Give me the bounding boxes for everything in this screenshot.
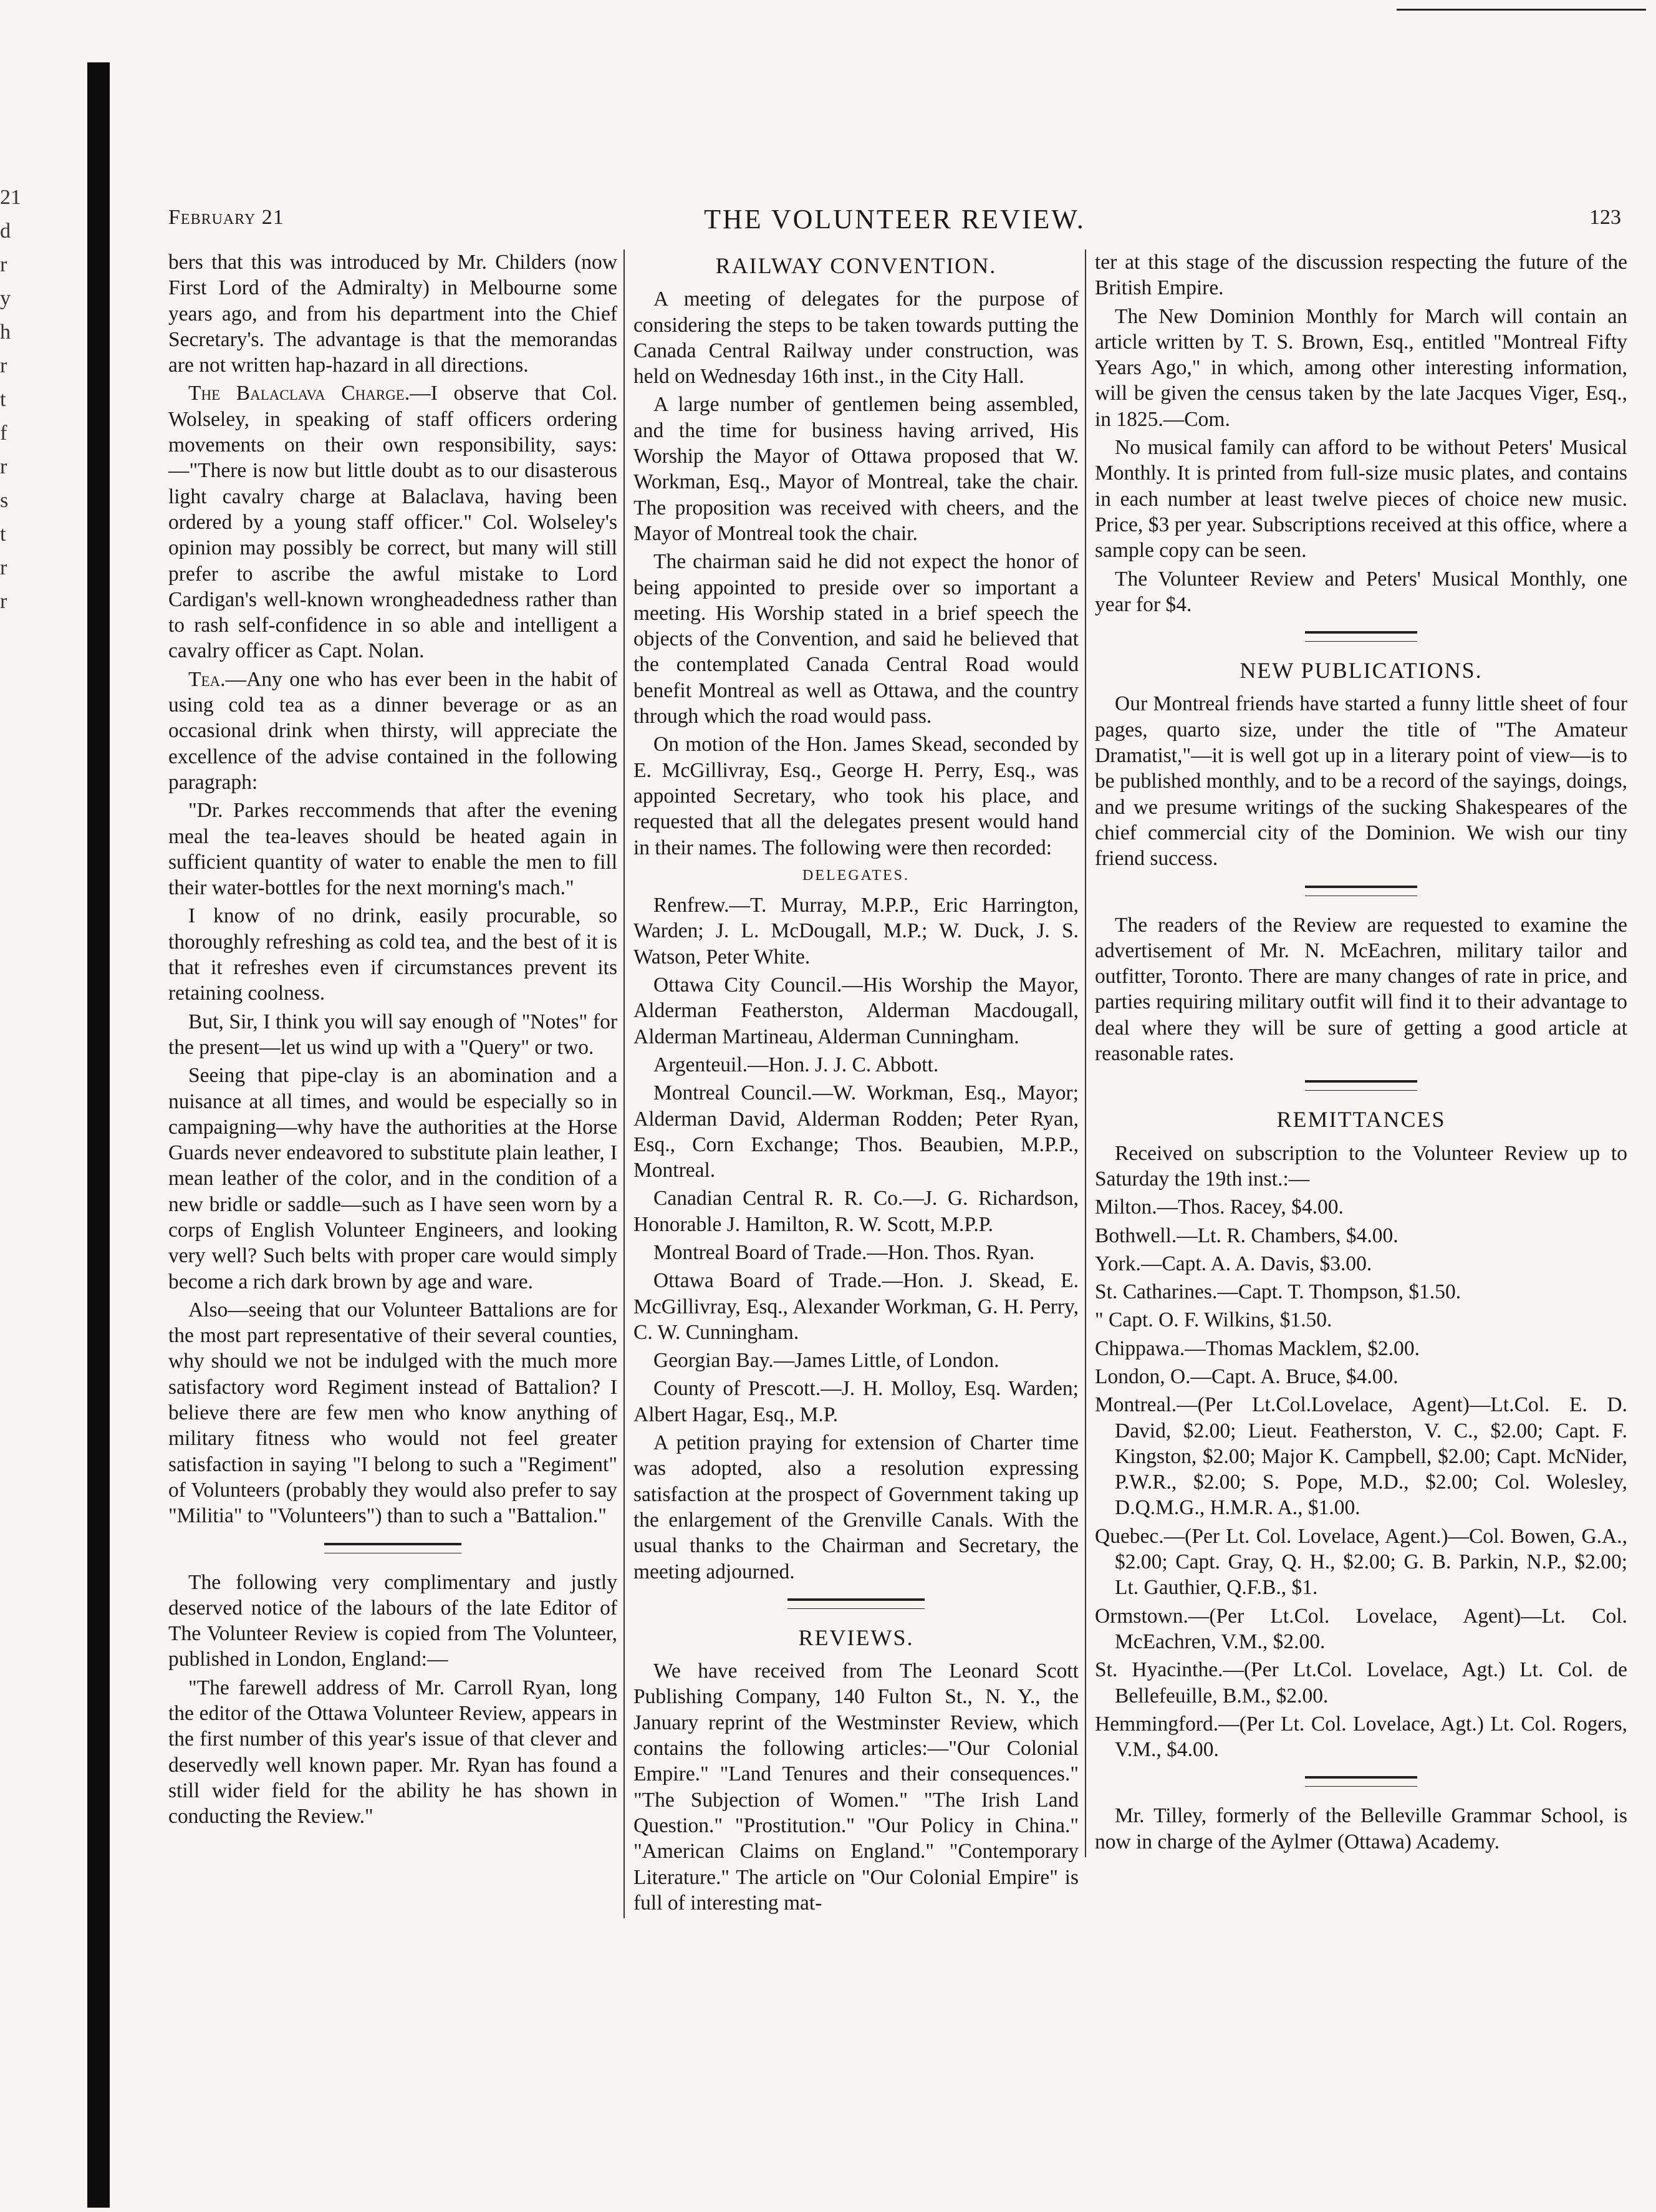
paragraph: Also—seeing that our Volunteer Battalions are for the most part representative of their several counties, why should we not be indulged with the much more satisfactory word Regiment instead of Battalion? I believe there are few men who know anything of military fitness who would not feel greater satisfaction in saying "I belong to such a "Regiment" of Volunteers (probably they would also prefer to say "Militia" to "Volunteers") than to such a "Battalion." — [168, 1298, 617, 1528]
margin-fragment: d — [0, 220, 11, 243]
delegate-entry: Georgian Bay.—James Little, of London. — [653, 1349, 999, 1373]
paragraph: ter at this stage of the discussion respecting the future of the British Empire. — [1095, 251, 1627, 300]
margin-fragment: t — [0, 388, 6, 411]
paragraph: The following very complimentary and justly deserved notice of the labours of the late Editor of The Volunteer Review is copied from The Volunteer, published in London, England:— — [168, 1570, 617, 1671]
delegate-entry: Argenteuil.—Hon. J. J. C. Abbott. — [653, 1053, 939, 1076]
delegate-entry: Ottawa City Council.—His Worship the Mayor, Alderman Featherston, Alderman Macdougall, Alderman Martineau, Alderman Cunningham. — [633, 973, 1079, 1048]
header-date: February 21 — [168, 206, 284, 229]
remittance-entry: St. Catharines.—Capt. T. Thompson, $1.50. — [1095, 1280, 1461, 1304]
margin-fragment: 21 — [0, 186, 21, 209]
binding-edge — [87, 62, 110, 2208]
margin-fragment: r — [0, 455, 7, 478]
delegate-entry: Canadian Central R. R. Co.—J. G. Richardson, Honorable J. Hamilton, R. W. Scott, M.P.P. — [633, 1187, 1079, 1236]
margin-fragment: s — [0, 489, 9, 512]
section-rule — [1305, 1776, 1417, 1787]
remittance-entry: Chippawa.—Thomas Macklem, $2.00. — [1095, 1336, 1420, 1360]
section-heading: REMITTANCES — [1276, 1107, 1446, 1133]
remittance-entry: Montreal.—(Per Lt.Col.Lovelace, Agent)—Lt.Col. E. D. David, $2.00; Lieut. Featherston, V. C., $2.00; Capt. F. Kingston, $2.00; Major K. Campbell, $2.00; Capt. McNider, P.W.R., $2.00; S. Pope, M.D., $2.00; Col. Wolesley, D.Q.M.G., H.M.R. A., $1.00. — [1095, 1393, 1627, 1520]
lead-in: The Balaclava Charge. — [188, 382, 410, 405]
paragraph: Our Montreal friends have started a funny little sheet of four pages, quarto size, under the title of "The Amateur Dramatist,"—it is well got up in a literary point of view—is to be published monthly, and to be a record of the sayings, doings, and we presume writings of the sucking Shakespeares of the chief commercial city of the Dominion. We wish our tiny friend success. — [1095, 692, 1627, 871]
quotation: "Dr. Parkes reccommends that after the evening meal the tea-leaves should be heated again in sufficient quantity of water to enable the men to fill their water-bottles for the next morning's mach." — [168, 799, 617, 900]
delegate-entry: Ottawa Board of Trade.—Hon. J. Skead, E. McGillivray, Esq., Alexander Workman, G. H. Perry, C. W. Cunningham. — [633, 1269, 1079, 1344]
paragraph: I know of no drink, easily procurable, so thoroughly refreshing as cold tea, and the best of it is that it refreshes even if circumstances prevent its retaining coolness. — [168, 904, 617, 1005]
paragraph-body: —I observe that Col. Wolseley, in speaking of staff officers ordering movements on their own responsibility, says:—"There is now but little doubt as to our disasterous light cavalry charge at Balaclava, having been ordered by a young staff officer." Col. Wolseley's opinion may possibly be correct, but many will still prefer to ascribe the awful mistake to Lord Cardigan's well-known wrongheadedness rather than to rash self-confidence in so able and intelligent a cavalry officer as Capt. Nolan. — [168, 382, 617, 663]
paragraph — [168, 667, 617, 795]
remittance-entry: York.—Capt. A. A. Davis, $3.00. — [1095, 1252, 1372, 1275]
paragraph-body: —Any one who has ever been in the habit of using cold tea as a dinner beverage or as an occasional drink when thirsty, will appreciate the excellence of the advise contained in the following paragraph: — [168, 667, 617, 794]
margin-fragments — [0, 181, 25, 619]
margin-fragment: r — [0, 354, 7, 377]
lead-in: Tea. — [188, 667, 226, 691]
remittance-entry: " Capt. O. F. Wilkins, $1.50. — [1095, 1308, 1332, 1332]
paragraph — [168, 380, 617, 664]
paragraph: bers that this was introduced by Mr. Childers (now First Lord of the Admiralty) in Melbourne some years ago, and from his department into the Chief Secretary's. The advantage is that the memorandas are not written hap-hazard in all directions. — [168, 251, 617, 377]
remittance-entry: Hemmingford.—(Per Lt. Col. Lovelace, Agt.) Lt. Col. Rogers, V.M., $4.00. — [1095, 1712, 1627, 1762]
section-rule — [1305, 631, 1417, 642]
remittance-entry: London, O.—Capt. A. Bruce, $4.00. — [1095, 1364, 1398, 1388]
margin-fragment: h — [0, 321, 11, 344]
paragraph: We have received from The Leonard Scott Publishing Company, 140 Fulton St., N. Y., the January reprint of the Westminster Review, which contains the following articles:—"Our Colonial Empire." "Land Tenures and their consequences." "The Subjection of Women." "The Irish Land Question." "Prostitution." "Our Policy in China." "American Claims on England." "Contemporary Literature." The article on "Our Colonial Empire" is full of interesting mat- — [633, 1659, 1079, 1915]
paragraph: A meeting of delegates for the purpose of considering the steps to be taken towards putting the Canada Central Railway under construction, was held on Wednesday 16th inst., in the City Hall. — [633, 287, 1079, 389]
section-heading: RAILWAY CONVENTION. — [715, 253, 997, 278]
paragraph: A large number of gentlemen being assembled, and the time for business having arrived, His Worship the Mayor of Ottawa proposed that W. Workman, Esq., Mayor of Montreal, take the chair. The proposition was received with cheers, and the Mayor of Montreal took the chair. — [633, 393, 1079, 545]
section-rule — [324, 1543, 461, 1553]
delegate-entry: Renfrew.—T. Murray, M.P.P., Eric Harrington, Warden; J. L. McDougall, M.P.; W. Duck, J. S. Watson, Peter White. — [633, 894, 1079, 968]
paragraph: The readers of the Review are requested to examine the advertisement of Mr. N. McEachren, military tailor and outfitter, Toronto. There are many changes of rate in price, and parties requiring military outfit will find it to their advantage to deal where they will be sure of getting a good article at reasonable rates. — [1095, 913, 1627, 1066]
paragraph: The chairman said he did not expect the honor of being appointed to preside over so important a meeting. His Worship stated in a brief speech the objects of the Convention, and said he believed that the contemplated Canada Central Road would benefit Montreal as well as Ottawa, and the country through which the road would pass. — [633, 550, 1079, 728]
sub-heading: DELEGATES. — [802, 867, 910, 884]
paragraph: A petition praying for extension of Charter time was adopted, also a resolution expressing satisfaction at the prospect of Government taking up the enlargement of the Grenville Canals. With the usual thanks to the Chairman and Secretary, the meeting adjourned. — [633, 1431, 1079, 1583]
column-1 — [168, 249, 617, 1832]
margin-fragment: r — [0, 253, 7, 276]
section-rule — [787, 1598, 925, 1609]
paragraph: No musical family can afford to be without Peters' Musical Monthly. It is printed from full-size music plates, and contains in each number at least twelve pieces of choice new music. Price, $3 per year. Subscriptions received at this office, where a sample copy can be seen. — [1095, 436, 1627, 563]
column-2 — [623, 249, 1079, 1918]
margin-fragment: r — [0, 556, 7, 579]
delegate-entry: Montreal Council.—W. Workman, Esq., Mayor; Alderman David, Alderman Rodden; Peter Ryan, Esq., Corn Exchange; Thos. Beaubien, M.P.P., Montreal. — [633, 1081, 1079, 1182]
paragraph: Received on subscription to the Volunteer Review up to Saturday the 19th inst.:— — [1095, 1141, 1627, 1191]
column-3 — [1085, 249, 1627, 1857]
margin-fragment: r — [0, 590, 7, 613]
header-title: THE VOLUNTEER REVIEW. — [704, 204, 1086, 234]
header-page-number: 123 — [1589, 206, 1621, 229]
paragraph: Seeing that pipe-clay is an abomination and a nuisance at all times, and would be especially so in campaigning—why have the authorities at the Horse Guards never endeavored to substitute plain leather, I mean leather of the color, and in the condition of a new bridle or saddle—such as I have seen worn by a corps of English Volunteer Engineers, and looking very well? Such belts with proper care would simply become a rich dark brown by age and ware. — [168, 1064, 617, 1293]
remittance-entry: St. Hyacinthe.—(Per Lt.Col. Lovelace, Agt.) Lt. Col. de Bellefeuille, B.M., $2.00. — [1095, 1658, 1627, 1707]
paragraph: On motion of the Hon. James Skead, seconded by E. McGillivray, Esq., George H. Perry, Esq., was appointed Secretary, who took his place, and requested that all the delegates present would hand in their names. The following were then recorded: — [633, 733, 1079, 859]
paragraph: But, Sir, I think you will say enough of "Notes" for the present—let us wind up with a "Query" or two. — [168, 1010, 617, 1059]
margin-fragment: f — [0, 422, 7, 445]
margin-fragment: y — [0, 287, 11, 310]
delegate-entry: County of Prescott.—J. H. Molloy, Esq. Warden; Albert Hagar, Esq., M.P. — [633, 1377, 1079, 1426]
remittance-entry: Milton.—Thos. Racey, $4.00. — [1095, 1195, 1344, 1219]
section-rule — [1305, 1080, 1417, 1091]
section-heading: NEW PUBLICATIONS. — [1240, 658, 1483, 683]
remittance-entry: Bothwell.—Lt. R. Chambers, $4.00. — [1095, 1224, 1398, 1247]
quotation: "The farewell address of Mr. Carroll Ryan, long the editor of the Ottawa Volunteer Review, appears in the first number of this year's issue of that clever and deservedly well known paper. Mr. Ryan has found a still wider field for the ability he has shown in conducting the Review." — [168, 1676, 617, 1828]
paragraph: The Volunteer Review and Peters' Musical Monthly, one year for $4. — [1095, 567, 1627, 616]
paragraph: The New Dominion Monthly for March will contain an article written by T. S. Brown, Esq., entitled "Montreal Fifty Years Ago," in which, among other interesting information, will be given the census taken by the late Jacques Viger, Esq., in 1825.—Com. — [1095, 304, 1627, 431]
margin-fragment: t — [0, 523, 6, 546]
section-rule — [1305, 886, 1417, 896]
section-heading: REVIEWS. — [798, 1625, 914, 1650]
page-header — [168, 206, 1621, 243]
paragraph: Mr. Tilley, formerly of the Belleville Grammar School, is now in charge of the Aylmer (Ottawa) Academy. — [1095, 1804, 1627, 1853]
remittance-entry: Quebec.—(Per Lt. Col. Lovelace, Agent.)—Col. Bowen, G.A., $2.00; Capt. Gray, Q. H., $2.00; G. B. Parkin, N.P., $2.00; Lt. Gauthier, Q.F.B., $1. — [1095, 1524, 1627, 1600]
delegate-entry: Montreal Board of Trade.—Hon. Thos. Ryan. — [653, 1240, 1035, 1264]
top-rule — [1397, 9, 1646, 11]
remittance-entry: Ormstown.—(Per Lt.Col. Lovelace, Agent)—Lt. Col. McEachren, V.M., $2.00. — [1095, 1604, 1627, 1653]
